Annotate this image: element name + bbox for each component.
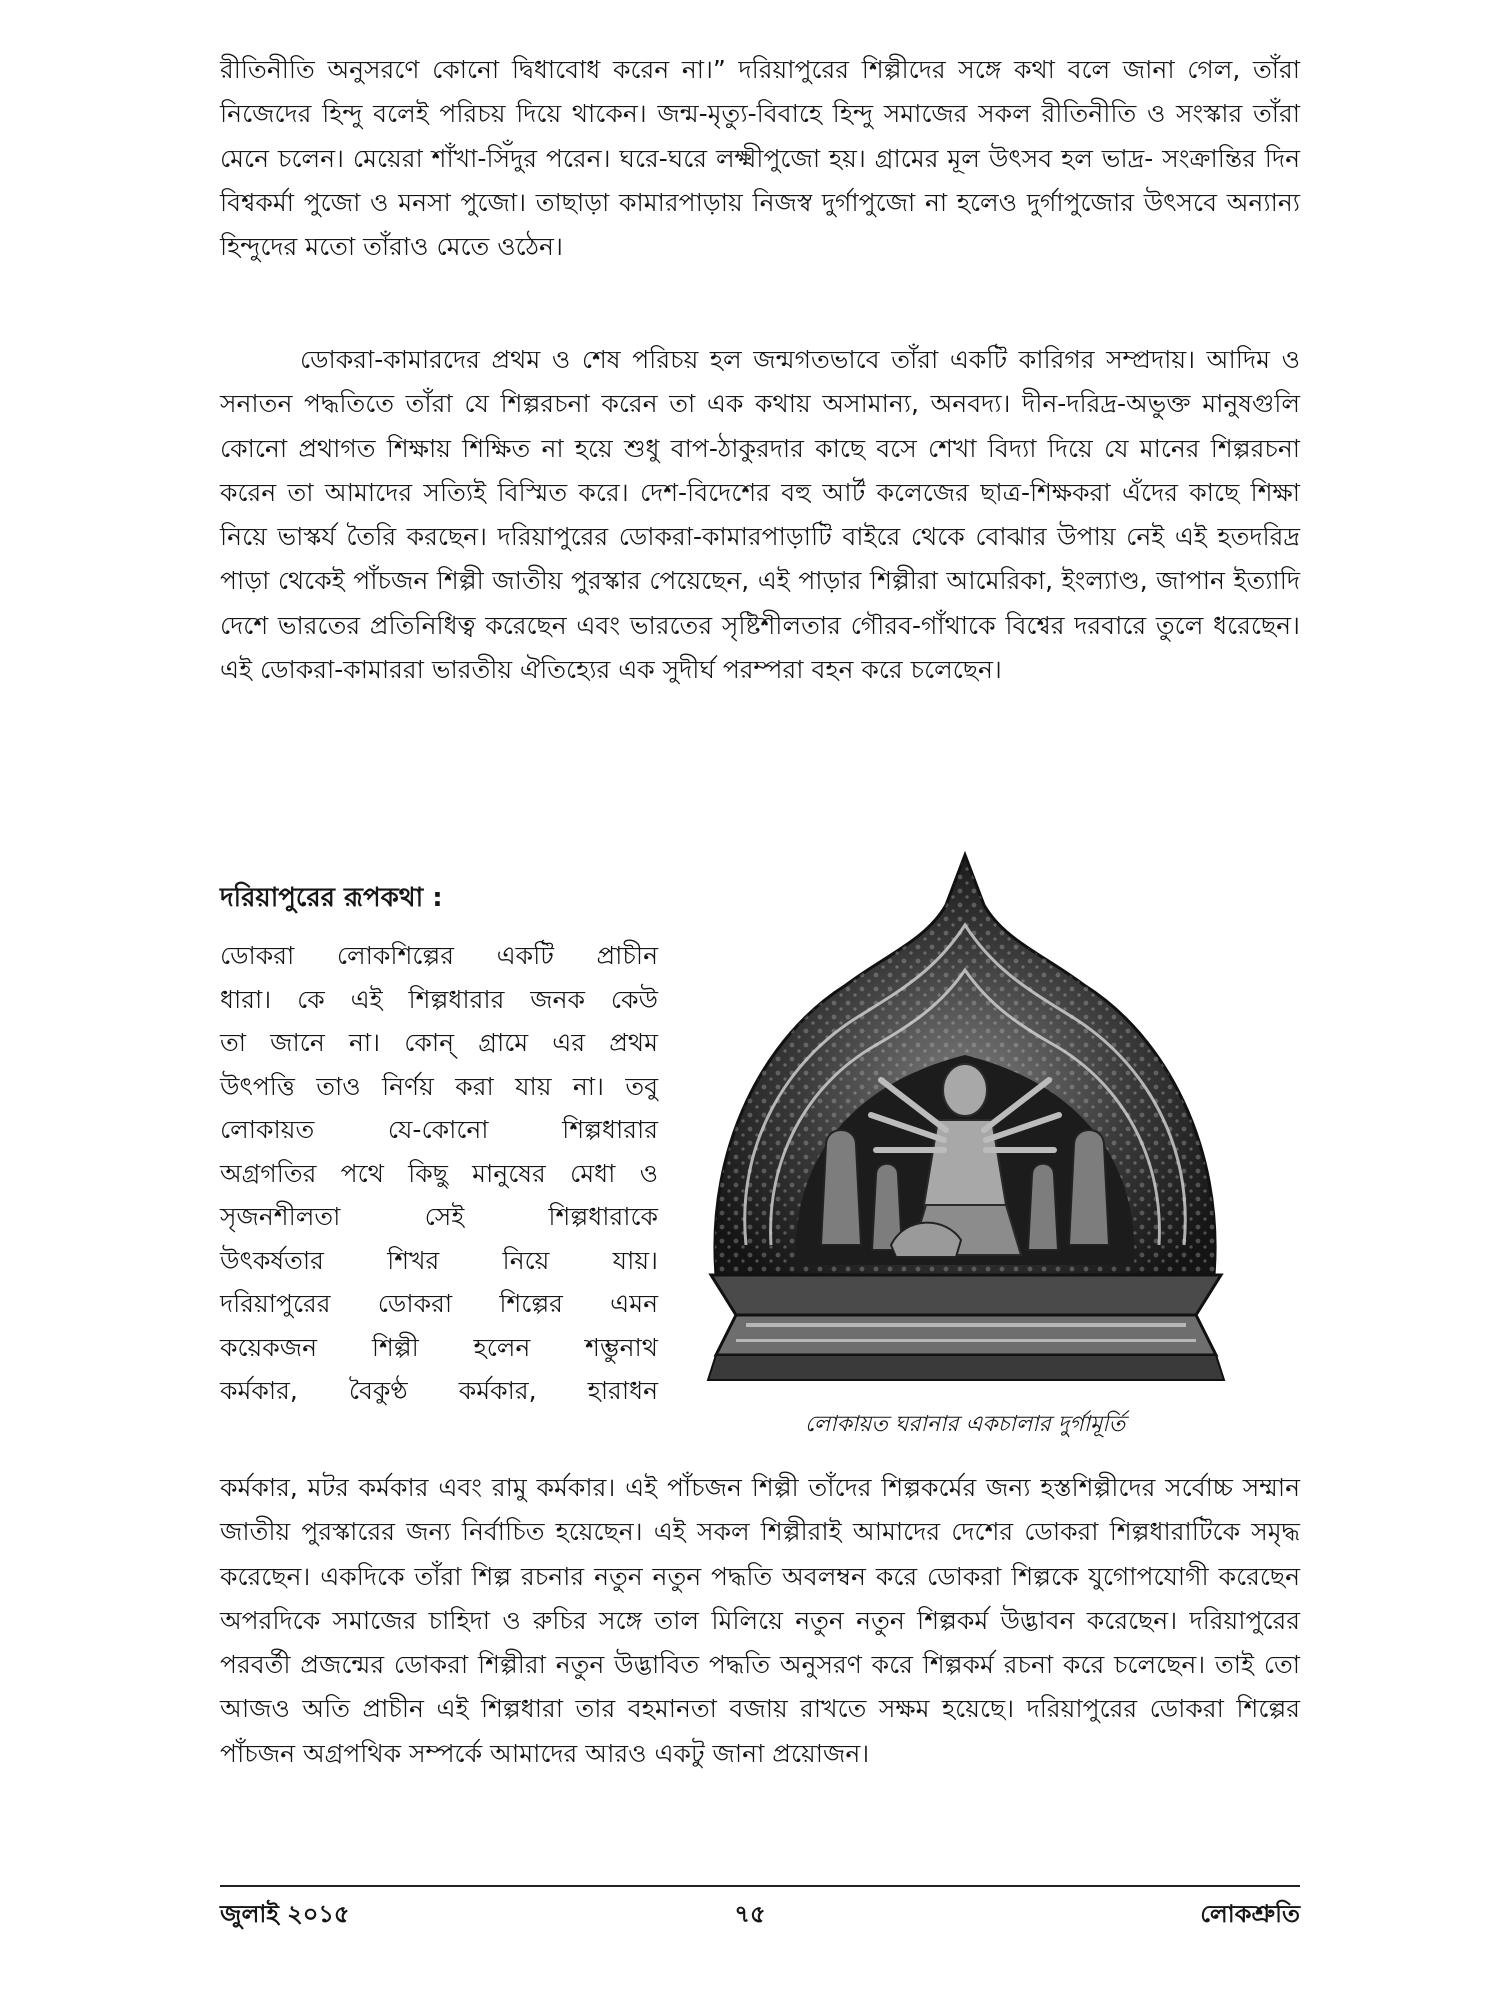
footer-divider [220,1885,1300,1887]
text-line: দরিয়াপুরের ডোকরা শিল্পের এমন [220,1289,658,1318]
durga-idol-image [676,845,1254,1405]
text-line: উৎপত্তি তাও নির্ণয় করা যায় না। তবু [220,1071,658,1101]
figure-caption: লোকায়ত ঘরানার একচালার দুর্গামূর্তি [804,1412,1126,1437]
text-line: কর্মকার, বৈকুণ্ঠ কর্মকার, হারাধন [220,1376,658,1405]
paragraph-rituals: রীতিনীতি অনুসরণে কোনো দ্বিধাবোধ করেন না।” দরিয়াপুরের শিল্পীদের সঙ্গে কথা বলে জানা গেল, তাঁরা নিজেদের হিন্দু বলেই পরিচয় দিয়ে থাকেন। জন্ম-মৃত্যু-বিবাহে হিন্দু সমাজের সকল রীতিনীতি ও সংস্কার তাঁরা মেনে চলেন। মেয়েরা শাঁখা-সিঁদুর পরেন। ঘরে-ঘরে লক্ষ্মীপুজো হয়। গ্রামের মূল উৎসব হল ভাদ্র- সংক্রান্তির দিন বিশ্বকর্মা পুজো ও মনসা পুজো। তাছাড়া কামারপাড়ায় নিজস্ব দুর্গাপুজো না হলেও দুর্গাপুজোর উৎসবে অন্যান্য হিন্দুদের মতো তাঁরাও মেতে ওঠেন। [220,55,1300,262]
text-line: তা জানে না। কোন্ গ্রামে এর প্রথম [220,1028,658,1057]
paragraph-five-artists: কর্মকার, মটর কর্মকার এবং রামু কর্মকার। এই পাঁচজন শিল্পী তাঁদের শিল্পকর্মের জন্য হস্তশিল্পীদের সর্বোচ্চ সম্মান জাতীয় পুরস্কারের জন্য নির্বাচিত হয়েছেন। এই সকল শিল্পীরাই আমাদের দেশের ডোকরা শিল্পধারাটিকে সমৃদ্ধ করেছেন। একদিকে তাঁরা শিল্প রচনার নতুন নতুন পদ্ধতি অবলম্বন করে ডোকরা শিল্পকে যুগোপযোগী করেছেন অপরদিকে সমাজের চাহিদা ও রুচির সঙ্গে তাল মিলিয়ে নতুন নতুন শিল্পকর্ম উদ্ভাবন করেছেন। দরিয়াপুরের পরবর্তী প্রজন্মের ডোকরা শিল্পীরা নতুন উদ্ভাবিত পদ্ধতি অনুসরণ করে শিল্পকর্ম রচনা করে চলেছেন। তাই তো আজও অতি প্রাচীন এই শিল্পধারা তার বহমানতা বজায় রাখতে সক্ষম হয়েছে। দরিয়াপুরের ডোকরা শিল্পের পাঁচজন অগ্রপথিক সম্পর্কে আমাদের আরও একটু জানা প্রয়োজন। [220,1473,1300,1768]
section-heading: দরিয়াপুরের রূপকথা : [220,883,443,913]
text-line: সৃজনশীলতা সেই শিল্পধারাকে [220,1202,658,1231]
text-line: ধারা। কে এই শিল্পধারার জনক কেউ [220,984,658,1014]
text-line: উৎকর্ষতার শিখর নিয়ে যায়। [220,1245,658,1275]
journal-name: লোকশ্রুতি [1200,1900,1300,1928]
text-line: অগ্রগতির পথে কিছু মানুষের মেধা ও [220,1158,658,1188]
footer-date: জুলাই ২০১৫ [220,1900,350,1928]
text-line: ডোকরা লোকশিল্পের একটি প্রাচীন [220,941,658,970]
text-line: লোকায়ত যে-কোনো শিল্পধারার [220,1115,658,1144]
durga-idol-figure [676,845,1254,1437]
page-number: ৭৫ [734,1900,766,1928]
paragraph-artisan-community: ডোকরা-কামারদের প্রথম ও শেষ পরিচয় হল জন্মগতভাবে তাঁরা একটি কারিগর সম্প্রদায়। আদিম ও সনাতন পদ্ধতিতে তাঁরা যে শিল্পরচনা করেন তা এক কথায় অসামান্য, অনবদ্য। দীন-দরিদ্র-অভুক্ত মানুষগুলি কোনো প্রথাগত শিক্ষায় শিক্ষিত না হয়ে শুধু বাপ-ঠাকুরদার কাছে বসে শেখা বিদ্যা দিয়ে যে মানের শিল্পরচনা করেন তা আমাদের সত্যিই বিস্মিত করে। দেশ-বিদেশের বহু আর্ট কলেজের ছাত্র-শিক্ষকরা এঁদের কাছে শিক্ষা নিয়ে ভাস্কর্য তৈরি করছেন। দরিয়াপুরের ডোকরা-কামারপাড়াটি বাইরে থেকে বোঝার উপায় নেই এই হতদরিদ্র পাড়া থেকেই পাঁচজন শিল্পী জাতীয় পুরস্কার পেয়েছেন, এই পাড়ার শিল্পীরা আমেরিকা, ইংল্যাণ্ড, জাপান ইত্যাদি দেশে ভারতের প্রতিনিধিত্ব করেছেন এবং ভারতের সৃষ্টিশীলতার গৌরব-গাঁথাকে বিশ্বের দরবারে তুলে ধরেছেন। এই ডোকরা-কামাররা ভারতীয় ঐতিহ্যের এক সুদীর্ঘ পরম্পরা বহন করে চলেছেন। [220,345,1300,685]
text-line: কয়েকজন শিল্পী হলেন শম্ভুনাথ [220,1332,658,1362]
paragraph-dariapur-story [220,934,658,1413]
